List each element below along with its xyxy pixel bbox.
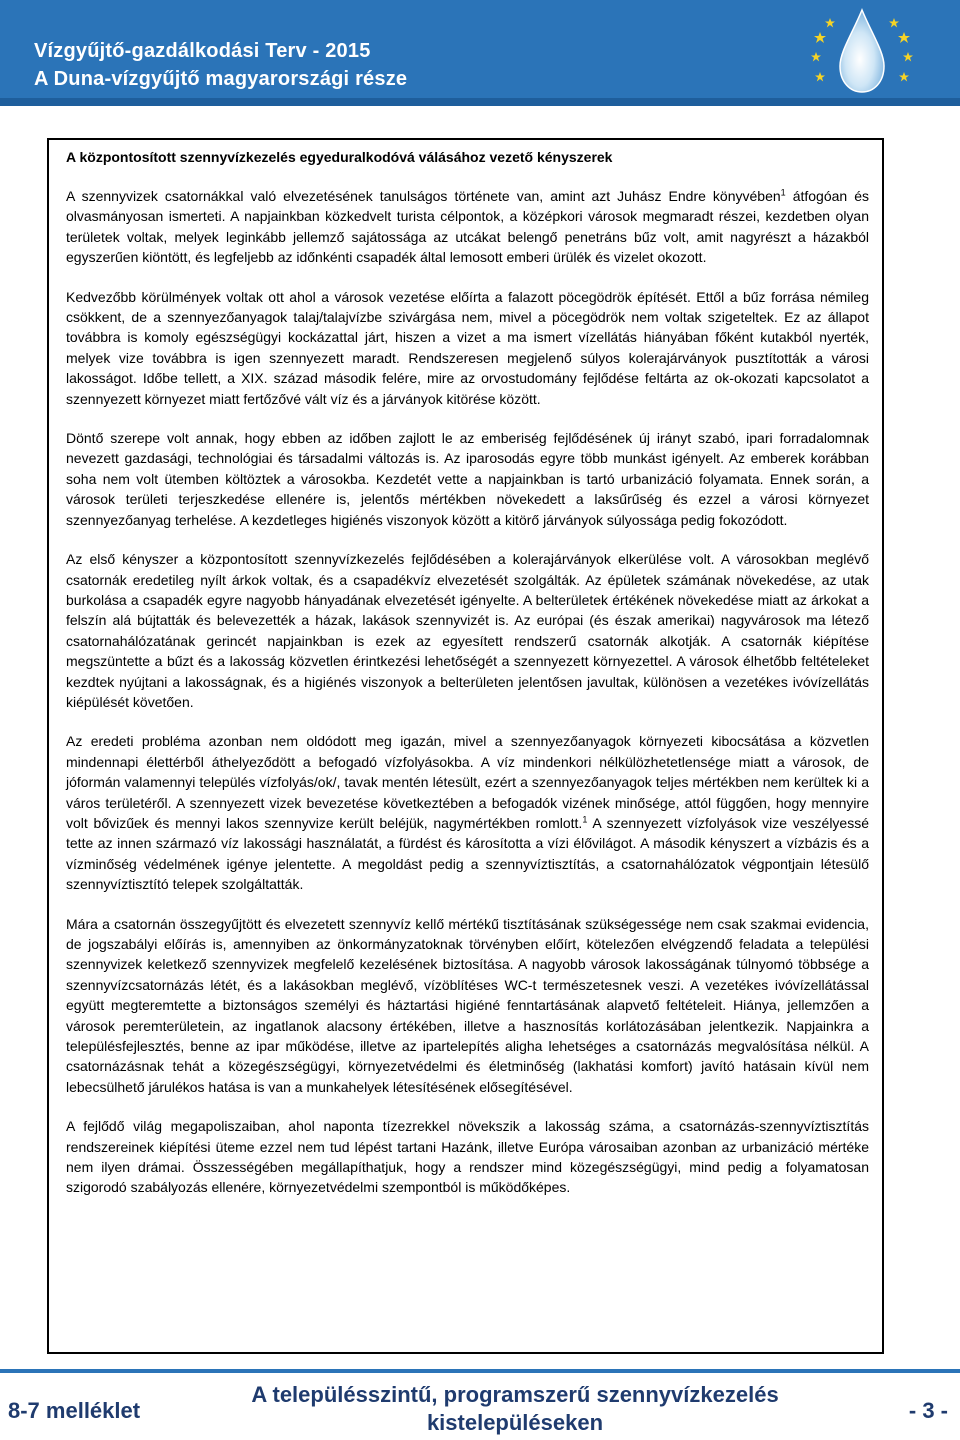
header-band — [0, 98, 960, 106]
paragraph-6: Mára a csatornán összegyűjtött és elvezetett szennyvíz kellő mértékű tisztításának szükségessége nem csak szakmai evidencia, de jogszabályi előírás is, amennyiben az önkormányzatoknak törvényben előírt, kötelezően elvégzendő feladata a települési szennyvizek keletkező szennyvizek megfelelő kezelésének biztosítása. A nagyobb városok lakosságának túlnyomó többsége a szennyvízcsatornázás létét, és a lakásokban meglévő, vízöblítéses WC-t természetesnek veszi. A vezetékes ivóvízellátással együtt megteremtette a biztonságos személyi és háztartási higiéné fenntartásának alapvető feltételeit. Hiánya, jellemzően a városok peremterületein, az ingatlanok alacsony értékében, illetve a hasznosítás korlátozásában jelentkezik. Napjainkra a településfejlesztés, benne az ipar működése, illetve az ipartelepítés aligha lehetséges a csatornázás megvalósítása nélkül. A csatornázásnak tehát a közegészségügyi, környezetvédelmi és életminőség (lakhatási komfort) javító hatásain kívül nem lebecsülhető járulékos hatása is van a munkahelyek létesítésének elősegítésével. — [66, 915, 869, 1095]
paragraph-1: A szennyvizek csatornákkal való elvezetésének tanulságos története van, amint azt Juhász Endre könyvében$^1$ átfogóan és olvasmányosan ismerteti. A napjainkban közkedvelt turista célpontok, a középkori városok megmaradt részei, kezdetben olyan területek voltak, melyek leginkább jellemző sajátossága az utcákat belengő penetráns bűz volt, amit nagyrészt a házakból egyszerűen kiöntött, és legfeljebb az időnkénti csapadék által lemosott emberi ürülék és vizelet okozott. — [66, 187, 869, 266]
paragraph-2: Kedvezőbb körülmények voltak ott ahol a városok vezetése előírta a falazott pöcegödrök építését. Ettől a bűz forrása némileg csökkent, de a szennyezőanyagok talaj/talajvízbe szivárgása nem, mivel a pöcegödrök nem voltak szigeteltek. Ez az állapot továbbra is komoly egészségügyi kockázattal járt, hiszen a vizet a ma ismert vízellátás hiányában főként kutakból nyerték, melyek vize továbbra is igen szennyezett maradt. Rendszeresen megjelenő súlyos kolerajárványok pusztították a városi lakosságot. Időbe tellett, a XIX. század második felére, mire az orvostudomány fejlődése feltárta az ok-okozati kapcsolatot a szennyezett környezet miatt fertőzővé vált víz és a járványok kitörése között. — [66, 288, 869, 407]
page-header — [0, 0, 960, 106]
paragraph-5: Az eredeti probléma azonban nem oldódott meg igazán, mivel a szennyezőanyagok környezeti kibocsátása a közvetlen mindennapi élettérből áthelyeződött a befogadó vízfolyásokba. A víz mindenkori nélkülözhetetlensége miatt a városok, de jóformán valamennyi település vízfolyás/ok/, tavak mentén létesült, ezért a szennyezőanyagok teljes mértékben nem kerültek ki a város területéről. A szennyezett vizek bevezetése következtében a befogadók vizének minősége, attól függően, hogy mennyire volt bővizűek és mennyi lakos szennyvize került beléjük, nagymértékben romlott.$^1$ A szennyezett vízfolyások vize veszélyessé tette az innen származó víz lakossági használatát, a fürdést és károsította a vízi élővilágot. A második kényszert a vízbázis és a vízminőség védelmének igénye jelentette. A megoldást pedig a szennyvíztisztítás, a csatornahálózatok végpontjain létesülő szennyvíztisztító telepek szolgáltatták. — [66, 733, 869, 893]
footer-annex-label: 8-7 melléklet — [8, 1398, 141, 1423]
header-title-line1: Vízgyűjtő-gazdálkodási Terv - 2015 — [34, 40, 371, 62]
section-heading: A központosított szennyvízkezelés egyeduralkodóvá válásához vezető kényszerek — [66, 149, 613, 165]
footnote-ref: 1 — [582, 814, 588, 825]
paragraph-7: A fejlődő világ megapoliszaiban, ahol naponta tízezrekkel növekszik a lakosság száma, a csatornázás-szennyvíztisztítás rendszereinek kiépítési üteme ezzel nem tud lépést tartani Hazánk, illetve Európa városaiban azonban az urbanizáció mértéke nem ilyen drámai. Összességében megállapíthatjuk, hogy a rendszer mind közegészségügyi, mind pedig a folyamatosan szigorodó szabályozás ellenére, környezetvédelmi szempontból is működőképes. — [66, 1118, 869, 1196]
page-number: - 3 - — [908, 1398, 948, 1423]
footer-rule — [0, 1369, 960, 1373]
header-title — [34, 37, 407, 93]
paragraph-4: Az első kényszer a központosított szennyvízkezelés fejlődésében a kolerajárványok elkerülése volt. A városokban meglévő csatornák eredetileg nyílt árkok voltak, és a csapadékvíz elvezetését szolgálták. Az épületek számának növekedése, az utak burkolása a csapadék egyre nagyobb hányadának elvezetését igényelte. A belterületek értékének növekedése miatt az árkokat a felszín alá bújtatták és belevezették a házak, lakások szennyvizét is. Az európai (és észak amerikai) nagyvárosok ma létező csatornahálózatának gerincét napjainkban is ezek az egyesített rendszerű csatornák alkotják. A csatornák kiépítése megszüntette a bűzt és a lakosság közvetlen érintkezési lehetőségét a szennyezett környezettel. A városok élhetőbb feltételeket kezdtek nyújtani a lakosságnak, és a higiénés viszonyok a belterületen jelentősen javultak, különösen a vezetékes ivóvízellátás kiépülését követően. — [66, 551, 869, 710]
footnote-ref: 1 — [780, 187, 786, 198]
document-body — [66, 147, 869, 1217]
footer-document-title: A településszintű, programszerű szennyvízkezelés kistelepüléseken — [251, 1382, 779, 1435]
paragraph-3: Döntő szerepe volt annak, hogy ebben az időben zajlott le az emberiség fejlődésének új irányt szabó, ipari forradalomnak nevezett gazdasági, technológiai és társadalmi változás is. Az iparosodás egyre több munkást igényelt. Az emberek korábban soha nem volt ütemben költöztek a városokba. Kezdetét vette a napjainkban is tartó urbanizáció folyamata. Ennek során, a városok területi terjeszkedése ellenére is, jelentős mértékben növekedett a laksűrűség és ezzel a városi környezet szennyezőanyag terhelése. A kezdetleges higiénés viszonyok között a kitörő járványok súlyossága pedig fokozódott. — [66, 430, 869, 528]
header-title-line2: A Duna-vízgyűjtő magyarországi része — [34, 68, 408, 90]
eu-water-drop-logo-icon — [800, 2, 950, 98]
